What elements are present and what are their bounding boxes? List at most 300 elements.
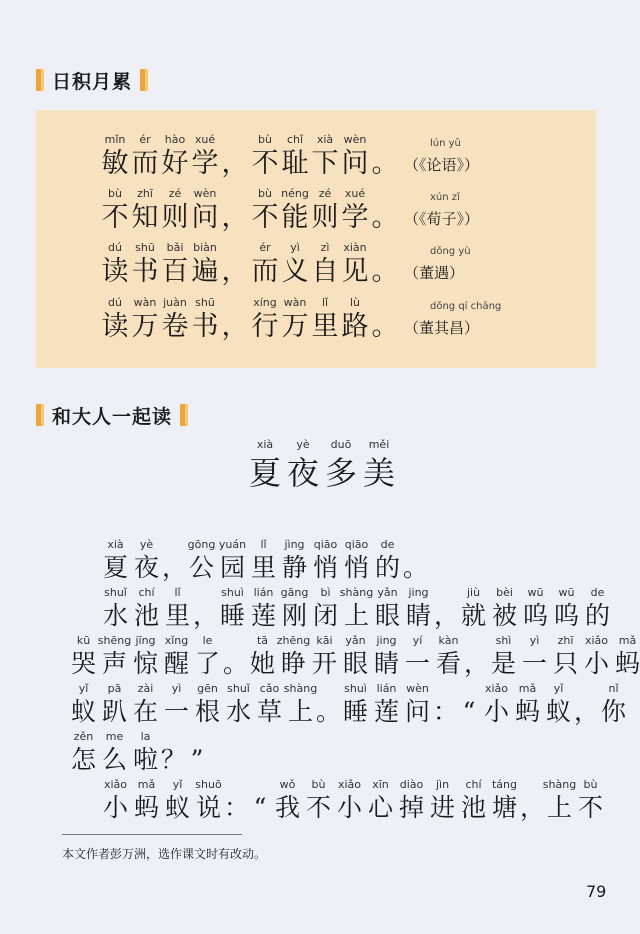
hanzi-with-pinyin bbox=[340, 186, 370, 234]
pinyin: yì bbox=[171, 682, 182, 695]
pinyin: wèn bbox=[406, 682, 429, 695]
text-line bbox=[68, 729, 209, 775]
pinyin: dú bbox=[108, 296, 122, 309]
pinyin: xià bbox=[316, 133, 334, 146]
pinyin: juàn bbox=[163, 296, 187, 309]
saying-source bbox=[400, 301, 502, 343]
hanzi-with-pinyin bbox=[372, 537, 403, 583]
pinyin: zé bbox=[168, 187, 182, 200]
section-title: 和大人一起读 bbox=[52, 405, 173, 428]
punctuation: ， bbox=[221, 311, 249, 342]
hanzi: 眼 bbox=[374, 601, 400, 630]
hanzi-with-pinyin bbox=[551, 585, 582, 631]
pinyin: xiǎo bbox=[584, 634, 609, 647]
hanzi: 里 bbox=[250, 553, 276, 582]
hanzi-with-pinyin bbox=[250, 295, 280, 343]
hanzi: 上 bbox=[546, 793, 572, 822]
hanzi-with-pinyin bbox=[186, 537, 217, 583]
hanzi-with-pinyin bbox=[130, 295, 160, 343]
pinyin: yì bbox=[529, 634, 540, 647]
pinyin: yuán bbox=[218, 538, 247, 551]
pinyin: jìn bbox=[435, 778, 450, 791]
hanzi-with-pinyin bbox=[280, 186, 310, 234]
saying-line bbox=[100, 295, 502, 343]
pinyin: bù bbox=[311, 778, 326, 791]
pinyin: pā bbox=[107, 682, 122, 695]
hanzi-with-pinyin bbox=[481, 681, 512, 727]
hanzi-with-pinyin bbox=[310, 585, 341, 631]
hanzi: 说 bbox=[195, 793, 221, 822]
hanzi-with-pinyin bbox=[575, 777, 606, 823]
hanzi: 里 bbox=[311, 311, 339, 342]
hanzi-with-pinyin bbox=[489, 777, 520, 823]
punctuation: “ bbox=[462, 697, 476, 726]
pinyin: zěn bbox=[73, 730, 94, 743]
punctuation: 。 bbox=[371, 256, 399, 287]
hanzi: 悄 bbox=[343, 553, 369, 582]
hanzi-with-pinyin bbox=[309, 633, 340, 679]
hanzi: 夏 bbox=[102, 553, 128, 582]
pinyin: wǒ bbox=[279, 778, 296, 791]
punctuation: ， bbox=[434, 601, 460, 630]
hanzi-with-pinyin bbox=[100, 537, 131, 583]
pinyin: chǐ bbox=[286, 133, 304, 146]
hanzi-with-pinyin bbox=[278, 633, 309, 679]
pinyin: kàn bbox=[438, 634, 459, 647]
hanzi: 蚂 bbox=[133, 793, 159, 822]
hanzi: 蚂 bbox=[514, 697, 540, 726]
hanzi: 则 bbox=[311, 202, 339, 233]
hanzi: 醒 bbox=[163, 649, 189, 678]
hanzi-with-pinyin bbox=[340, 240, 370, 288]
hanzi-with-pinyin bbox=[340, 132, 370, 180]
pinyin: lǐ bbox=[260, 538, 267, 551]
hanzi-with-pinyin bbox=[612, 633, 640, 679]
pinyin: la bbox=[140, 730, 151, 743]
hanzi: 万 bbox=[281, 311, 309, 342]
hanzi-with-pinyin bbox=[217, 537, 248, 583]
hanzi-with-pinyin bbox=[310, 240, 340, 288]
pinyin: ér bbox=[139, 133, 151, 146]
hanzi-with-pinyin bbox=[433, 633, 464, 679]
hanzi: 声 bbox=[101, 649, 127, 678]
hanzi: 塘 bbox=[491, 793, 517, 822]
hanzi-with-pinyin bbox=[160, 295, 190, 343]
hanzi: 一 bbox=[404, 649, 430, 678]
hanzi: 池 bbox=[133, 601, 159, 630]
footnote: 本文作者彭万洲，选作课文时有改动。 bbox=[62, 847, 267, 861]
hanzi: 则 bbox=[161, 202, 189, 233]
hanzi: 的 bbox=[374, 553, 400, 582]
hanzi: 读 bbox=[101, 256, 129, 287]
hanzi: 学 bbox=[191, 148, 219, 179]
pinyin: wàn bbox=[133, 296, 157, 309]
pinyin: xué bbox=[344, 187, 366, 200]
hanzi: 夜 bbox=[286, 454, 319, 492]
hanzi-with-pinyin bbox=[130, 240, 160, 288]
punctuation: ， bbox=[464, 649, 490, 678]
hanzi: 而 bbox=[251, 256, 279, 287]
punctuation: ， bbox=[221, 202, 249, 233]
pinyin: yè bbox=[296, 438, 310, 451]
hanzi: 开 bbox=[311, 649, 337, 678]
hanzi: 只 bbox=[552, 649, 578, 678]
hanzi-with-pinyin bbox=[161, 681, 192, 727]
hanzi-with-pinyin bbox=[310, 537, 341, 583]
hanzi: 蚁 bbox=[545, 697, 571, 726]
hanzi-with-pinyin bbox=[488, 633, 519, 679]
pinyin: jing bbox=[376, 634, 397, 647]
hanzi: 问 bbox=[191, 202, 219, 233]
hanzi: 美 bbox=[362, 454, 395, 492]
hanzi: 刚 bbox=[281, 601, 307, 630]
pinyin: yǎn bbox=[345, 634, 366, 647]
hanzi-with-pinyin bbox=[396, 777, 427, 823]
hanzi: 不 bbox=[251, 148, 279, 179]
pinyin: le bbox=[202, 634, 213, 647]
pinyin: bù bbox=[108, 187, 122, 200]
pinyin: wū bbox=[527, 586, 544, 599]
pinyin: jiù bbox=[466, 586, 481, 599]
pinyin: zé bbox=[318, 187, 332, 200]
pinyin: qiāo bbox=[344, 538, 369, 551]
hanzi: 水 bbox=[102, 601, 128, 630]
punctuation: ： bbox=[433, 697, 459, 726]
hanzi-with-pinyin bbox=[131, 585, 162, 631]
hanzi: 百 bbox=[161, 256, 189, 287]
hanzi-with-pinyin bbox=[246, 437, 284, 493]
pinyin: duō bbox=[330, 438, 352, 451]
hanzi: 上 bbox=[343, 601, 369, 630]
hanzi: 而 bbox=[131, 148, 159, 179]
hanzi-with-pinyin bbox=[458, 585, 489, 631]
hanzi: 一 bbox=[521, 649, 547, 678]
pinyin: kū bbox=[76, 634, 91, 647]
punctuation: ： bbox=[224, 793, 250, 822]
pinyin: lǐ bbox=[174, 586, 181, 599]
hanzi-with-pinyin bbox=[512, 681, 543, 727]
hanzi: 夏 bbox=[248, 454, 281, 492]
pinyin: wèn bbox=[193, 187, 217, 200]
hanzi-with-pinyin bbox=[279, 585, 310, 631]
hanzi-with-pinyin bbox=[130, 132, 160, 180]
pinyin: bù bbox=[258, 133, 272, 146]
hanzi-with-pinyin bbox=[190, 240, 220, 288]
hanzi-with-pinyin bbox=[402, 681, 433, 727]
hanzi-with-pinyin bbox=[519, 633, 550, 679]
hanzi: 睡 bbox=[342, 697, 368, 726]
hanzi: 池 bbox=[460, 793, 486, 822]
hanzi-with-pinyin bbox=[254, 681, 285, 727]
pinyin: yǎn bbox=[377, 586, 398, 599]
hanzi: 里 bbox=[164, 601, 190, 630]
pinyin: xiǎo bbox=[103, 778, 128, 791]
hanzi-with-pinyin bbox=[365, 777, 396, 823]
pinyin: chí bbox=[465, 778, 482, 791]
hanzi: 多 bbox=[324, 454, 357, 492]
hanzi: 耻 bbox=[281, 148, 309, 179]
hanzi-with-pinyin bbox=[310, 132, 340, 180]
pinyin: xué bbox=[194, 133, 216, 146]
hanzi: 根 bbox=[194, 697, 220, 726]
pinyin: yǐ bbox=[172, 778, 183, 791]
hanzi: 见 bbox=[341, 256, 369, 287]
hanzi: 不 bbox=[251, 202, 279, 233]
pinyin: zhī bbox=[557, 634, 574, 647]
pinyin: mǐn bbox=[104, 133, 126, 146]
poem-title bbox=[246, 437, 398, 493]
source-pinyin: xún zǐ bbox=[430, 192, 460, 203]
hanzi-with-pinyin bbox=[250, 240, 280, 288]
punctuation: ， bbox=[221, 256, 249, 287]
hanzi: 好 bbox=[161, 148, 189, 179]
hanzi-with-pinyin bbox=[100, 295, 130, 343]
pinyin: yǐ bbox=[78, 682, 89, 695]
pinyin: zì bbox=[320, 241, 330, 254]
hanzi-with-pinyin bbox=[131, 537, 162, 583]
pinyin: shū bbox=[135, 241, 155, 254]
pinyin: zài bbox=[137, 682, 154, 695]
hanzi: 睛 bbox=[373, 649, 399, 678]
hanzi-with-pinyin bbox=[100, 585, 131, 631]
hanzi-with-pinyin bbox=[162, 777, 193, 823]
hanzi: 上 bbox=[287, 697, 313, 726]
hanzi: 一 bbox=[163, 697, 189, 726]
saying-line bbox=[100, 240, 471, 288]
hanzi: 自 bbox=[311, 256, 339, 287]
hanzi-with-pinyin bbox=[403, 585, 434, 631]
hanzi-with-pinyin bbox=[193, 777, 224, 823]
pinyin: jing bbox=[408, 586, 429, 599]
hanzi: 静 bbox=[281, 553, 307, 582]
pinyin: yǐ bbox=[553, 682, 564, 695]
hanzi-with-pinyin bbox=[280, 132, 310, 180]
pinyin: cǎo bbox=[259, 682, 280, 695]
hanzi: 莲 bbox=[373, 697, 399, 726]
hanzi-with-pinyin bbox=[192, 681, 223, 727]
pinyin: shū bbox=[195, 296, 215, 309]
hanzi-with-pinyin bbox=[160, 186, 190, 234]
section-title: 日积月累 bbox=[52, 70, 133, 93]
pinyin: tā bbox=[256, 634, 269, 647]
pinyin: táng bbox=[491, 778, 517, 791]
hanzi: 的 bbox=[584, 601, 610, 630]
pinyin: zhī bbox=[137, 187, 153, 200]
source-text: （董遇） bbox=[404, 264, 465, 282]
hanzi-with-pinyin bbox=[598, 681, 629, 727]
source-text: （《荀子》） bbox=[404, 210, 480, 228]
hanzi: 你 bbox=[600, 697, 626, 726]
pinyin: xǐng bbox=[164, 634, 189, 647]
hanzi-with-pinyin bbox=[130, 729, 161, 775]
hanzi: 了 bbox=[194, 649, 220, 678]
hanzi: 公 bbox=[188, 553, 214, 582]
source-text: （董其昌） bbox=[404, 319, 480, 337]
hanzi-with-pinyin bbox=[581, 633, 612, 679]
pinyin: shuō bbox=[195, 778, 222, 791]
pinyin: shuì bbox=[221, 586, 244, 599]
pinyin: mǎ bbox=[618, 634, 637, 647]
hanzi: 小 bbox=[102, 793, 128, 822]
hanzi-with-pinyin bbox=[100, 777, 131, 823]
pinyin: dú bbox=[108, 241, 122, 254]
pinyin: zhēng bbox=[276, 634, 311, 647]
hanzi-with-pinyin bbox=[340, 295, 370, 343]
header-accent-bar bbox=[180, 404, 188, 426]
pinyin: shuì bbox=[344, 682, 367, 695]
text-line bbox=[100, 777, 606, 823]
hanzi: 知 bbox=[131, 202, 159, 233]
hanzi-with-pinyin bbox=[68, 681, 99, 727]
hanzi-with-pinyin bbox=[131, 777, 162, 823]
pinyin: néng bbox=[281, 187, 309, 200]
punctuation: ” bbox=[190, 745, 204, 774]
hanzi: 她 bbox=[249, 649, 275, 678]
hanzi-with-pinyin bbox=[100, 186, 130, 234]
hanzi-with-pinyin bbox=[190, 186, 220, 234]
punctuation: 。 bbox=[223, 649, 249, 678]
hanzi-with-pinyin bbox=[360, 437, 398, 493]
hanzi-with-pinyin bbox=[550, 633, 581, 679]
footnote-divider bbox=[62, 834, 242, 835]
hanzi-with-pinyin bbox=[248, 585, 279, 631]
pinyin: chí bbox=[138, 586, 155, 599]
hanzi: 惊 bbox=[132, 649, 158, 678]
hanzi: 下 bbox=[311, 148, 339, 179]
hanzi: 蚁 bbox=[164, 793, 190, 822]
hanzi-with-pinyin bbox=[272, 777, 303, 823]
pinyin: lián bbox=[253, 586, 274, 599]
hanzi: 睛 bbox=[405, 601, 431, 630]
punctuation: ， bbox=[221, 148, 249, 179]
hanzi-with-pinyin bbox=[285, 681, 316, 727]
text-line bbox=[68, 633, 640, 679]
hanzi: 看 bbox=[435, 649, 461, 678]
hanzi-with-pinyin bbox=[192, 633, 223, 679]
hanzi: 问 bbox=[341, 148, 369, 179]
hanzi-with-pinyin bbox=[582, 585, 613, 631]
hanzi-with-pinyin bbox=[250, 186, 280, 234]
hanzi: 进 bbox=[429, 793, 455, 822]
hanzi-with-pinyin bbox=[520, 585, 551, 631]
hanzi: 就 bbox=[460, 601, 486, 630]
pinyin: yè bbox=[139, 538, 154, 551]
text-line bbox=[100, 585, 613, 631]
hanzi: 书 bbox=[191, 311, 219, 342]
hanzi-with-pinyin bbox=[458, 777, 489, 823]
pinyin: xià bbox=[107, 538, 124, 551]
punctuation: 。 bbox=[316, 697, 342, 726]
hanzi-with-pinyin bbox=[247, 633, 278, 679]
section-header-accumulate bbox=[36, 64, 148, 96]
punctuation: “ bbox=[253, 793, 267, 822]
pinyin: me bbox=[105, 730, 124, 743]
section-header-read bbox=[36, 399, 188, 431]
hanzi-with-pinyin bbox=[280, 240, 310, 288]
hanzi-with-pinyin bbox=[372, 585, 403, 631]
hanzi: 掉 bbox=[398, 793, 424, 822]
hanzi: 义 bbox=[281, 256, 309, 287]
hanzi-with-pinyin bbox=[223, 681, 254, 727]
pinyin: bù bbox=[258, 187, 272, 200]
hanzi-with-pinyin bbox=[340, 633, 371, 679]
hanzi-with-pinyin bbox=[489, 585, 520, 631]
hanzi-with-pinyin bbox=[217, 585, 248, 631]
hanzi-with-pinyin bbox=[68, 633, 99, 679]
hanzi-with-pinyin bbox=[284, 437, 322, 493]
source-pinyin: lún yǔ bbox=[430, 138, 461, 149]
pinyin: shàng bbox=[339, 586, 374, 599]
page-number: 79 bbox=[586, 882, 607, 901]
hanzi: 万 bbox=[131, 311, 159, 342]
pinyin: wàn bbox=[283, 296, 307, 309]
pinyin: xíng bbox=[253, 296, 277, 309]
hanzi: 卷 bbox=[161, 311, 189, 342]
hanzi: 不 bbox=[101, 202, 129, 233]
hanzi: 路 bbox=[341, 311, 369, 342]
hanzi: 怎 bbox=[70, 745, 96, 774]
hanzi-with-pinyin bbox=[99, 681, 130, 727]
hanzi: 莲 bbox=[250, 601, 276, 630]
pinyin: shàng bbox=[542, 778, 577, 791]
hanzi: 小 bbox=[583, 649, 609, 678]
hanzi: 学 bbox=[341, 202, 369, 233]
hanzi: 蚁 bbox=[70, 697, 96, 726]
hanzi-with-pinyin bbox=[160, 132, 190, 180]
hanzi: 呜 bbox=[553, 601, 579, 630]
hanzi-with-pinyin bbox=[161, 633, 192, 679]
hanzi-with-pinyin bbox=[160, 240, 190, 288]
pinyin: wū bbox=[558, 586, 575, 599]
hanzi-with-pinyin bbox=[99, 729, 130, 775]
hanzi-with-pinyin bbox=[340, 681, 371, 727]
hanzi: 眼 bbox=[342, 649, 368, 678]
pinyin: xiàn bbox=[343, 241, 367, 254]
hanzi-with-pinyin bbox=[100, 132, 130, 180]
hanzi-with-pinyin bbox=[402, 633, 433, 679]
saying-source bbox=[400, 138, 480, 180]
text-line bbox=[100, 537, 427, 583]
pinyin: gāng bbox=[280, 586, 309, 599]
pinyin: de bbox=[380, 538, 395, 551]
punctuation: ， bbox=[574, 697, 600, 726]
hanzi-with-pinyin bbox=[99, 633, 130, 679]
pinyin: yí bbox=[412, 634, 423, 647]
hanzi: 遍 bbox=[191, 256, 219, 287]
punctuation: ， bbox=[193, 601, 219, 630]
pinyin: shì bbox=[495, 634, 512, 647]
pinyin: shēng bbox=[97, 634, 132, 647]
hanzi: 水 bbox=[225, 697, 251, 726]
header-accent-bar bbox=[36, 404, 44, 426]
pinyin: mǎ bbox=[518, 682, 537, 695]
pinyin: bì bbox=[320, 586, 331, 599]
hanzi: 问 bbox=[404, 697, 430, 726]
source-pinyin: dǒng qí chāng bbox=[430, 301, 502, 312]
saying-line bbox=[100, 186, 479, 234]
hanzi-with-pinyin bbox=[371, 633, 402, 679]
source-text: （《论语》） bbox=[404, 156, 480, 174]
pinyin: bèi bbox=[496, 586, 513, 599]
hanzi-with-pinyin bbox=[310, 186, 340, 234]
pinyin: lǐ bbox=[321, 296, 329, 309]
hanzi-with-pinyin bbox=[543, 681, 574, 727]
hanzi: 啦 bbox=[132, 745, 158, 774]
pinyin: jìng bbox=[284, 538, 305, 551]
hanzi: 读 bbox=[101, 311, 129, 342]
pinyin: ér bbox=[259, 241, 271, 254]
punctuation: ？ bbox=[161, 745, 187, 774]
